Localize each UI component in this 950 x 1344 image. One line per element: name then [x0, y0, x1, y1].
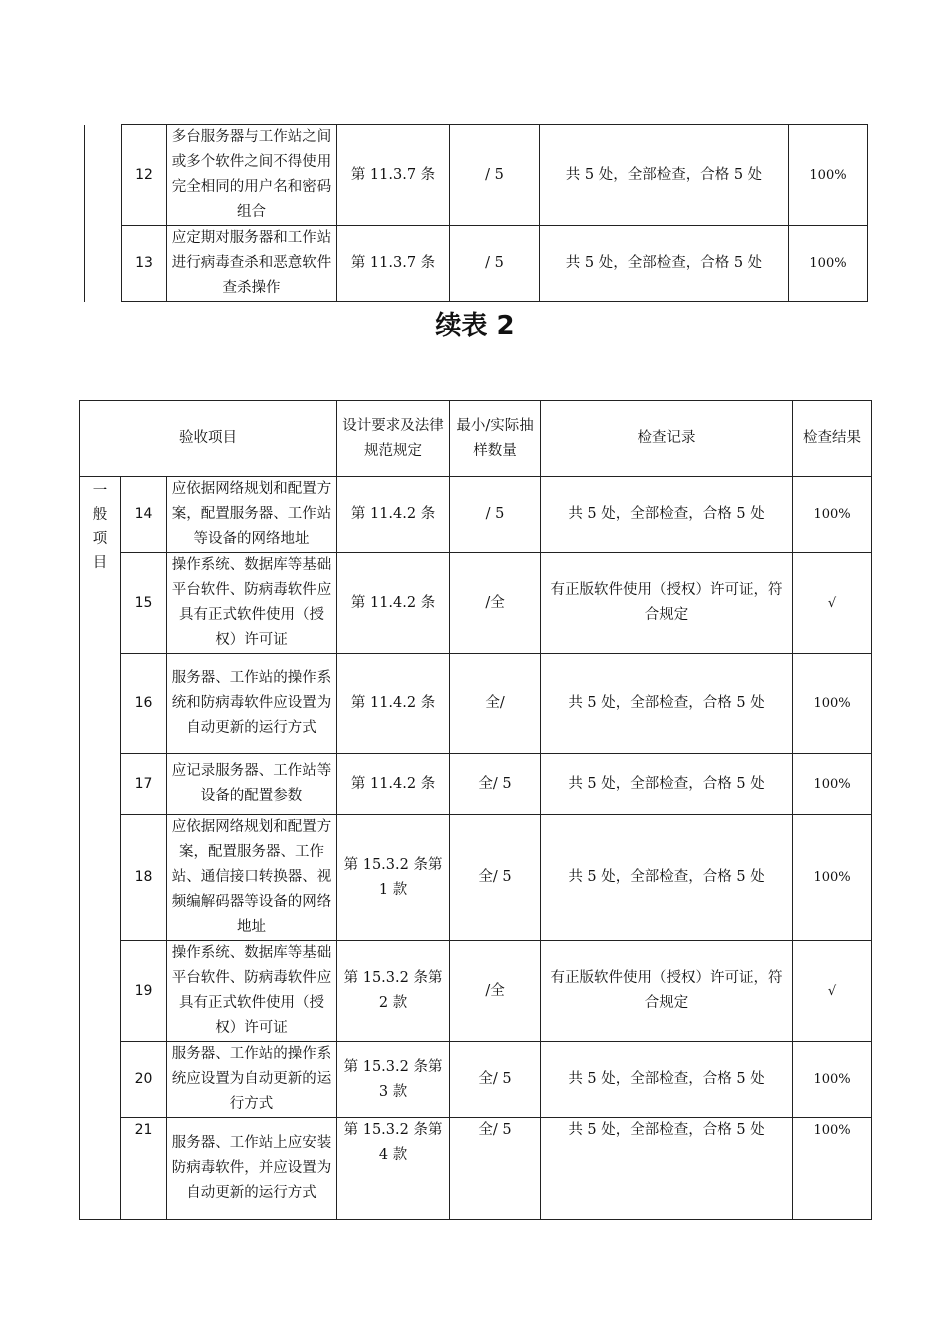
result-cell: 100% — [793, 477, 872, 553]
clause-cell: 第 11.4.2 条 — [337, 654, 450, 754]
category-cell — [80, 477, 121, 1220]
sample-cell: / 5 — [450, 226, 540, 302]
sample-cell: /全 — [450, 941, 541, 1042]
header-record: 检查记录 — [541, 401, 793, 477]
category-cell-continued — [85, 125, 122, 302]
result-cell: 100% — [793, 1042, 872, 1118]
category-char: 一 — [92, 483, 108, 499]
record-cell: 共 5 处，全部检查，合格 5 处 — [541, 754, 793, 815]
result-cell: 100% — [793, 815, 872, 941]
continued-table-top — [84, 124, 868, 302]
result-cell: √ — [793, 553, 872, 654]
category-char: 项 — [92, 531, 108, 547]
clause-cell: 第 11.4.2 条 — [337, 477, 450, 553]
table-row — [85, 226, 868, 302]
header-row — [80, 401, 872, 477]
row-number: 21 — [121, 1118, 167, 1220]
result-cell: 100% — [789, 226, 868, 302]
result-cell: 100% — [793, 754, 872, 815]
inspection-table — [79, 400, 872, 1220]
clause-cell: 第 11.3.7 条 — [337, 125, 450, 226]
acceptance-item: 应定期对服务器和工作站进行病毒查杀和恶意软件查杀操作 — [167, 226, 337, 302]
row-number: 18 — [121, 815, 167, 941]
clause-cell: 第 11.3.7 条 — [337, 226, 450, 302]
sample-cell: /全 — [450, 553, 541, 654]
clause-cell: 第 15.3.2 条第 1 款 — [337, 815, 450, 941]
sample-cell: / 5 — [450, 477, 541, 553]
header-item: 验收项目 — [80, 401, 337, 477]
record-cell: 共 5 处，全部检查，合格 5 处 — [541, 477, 793, 553]
header-result: 检查结果 — [793, 401, 872, 477]
sample-cell: / 5 — [450, 125, 540, 226]
clause-cell: 第 15.3.2 条第 2 款 — [337, 941, 450, 1042]
sample-cell: 全/ 5 — [450, 815, 541, 941]
category-char: 般 — [92, 507, 108, 523]
sample-cell: 全/ 5 — [450, 1042, 541, 1118]
clause-cell: 第 11.4.2 条 — [337, 553, 450, 654]
category-char: 目 — [92, 555, 108, 571]
record-cell: 有正版软件使用（授权）许可证，符合规定 — [541, 941, 793, 1042]
row-number: 14 — [121, 477, 167, 553]
clause-cell: 第 15.3.2 条第 3 款 — [337, 1042, 450, 1118]
result-cell: 100% — [789, 125, 868, 226]
acceptance-item: 应依据网络规划和配置方案，配置服务器、工作站等设备的网络地址 — [167, 477, 337, 553]
record-cell: 共 5 处，全部检查，合格 5 处 — [541, 1042, 793, 1118]
header-sample: 最小/实际抽样数量 — [450, 401, 541, 477]
sample-cell: 全/ — [450, 654, 541, 754]
table-row — [80, 477, 872, 553]
acceptance-item: 应依据网络规划和配置方案，配置服务器、工作站、通信接口转换器、视频编解码器等设备的网络地址 — [167, 815, 337, 941]
table-row — [80, 941, 872, 1042]
row-number: 19 — [121, 941, 167, 1042]
record-cell: 共 5 处，全部检查，合格 5 处 — [541, 815, 793, 941]
acceptance-item: 操作系统、数据库等基础平台软件、防病毒软件应具有正式软件使用（授权）许可证 — [167, 553, 337, 654]
result-cell: 100% — [793, 1118, 872, 1220]
clause-cell: 第 11.4.2 条 — [337, 754, 450, 815]
clause-cell: 第 15.3.2 条第 4 款 — [337, 1118, 450, 1220]
acceptance-item: 服务器、工作站上应安装防病毒软件，并应设置为自动更新的运行方式 — [167, 1118, 337, 1220]
table-row — [80, 815, 872, 941]
table-row — [85, 125, 868, 226]
row-number: 17 — [121, 754, 167, 815]
table-row — [80, 1042, 872, 1118]
header-clause: 设计要求及法律规范规定 — [337, 401, 450, 477]
record-cell: 共 5 处，全部检查，合格 5 处 — [540, 226, 789, 302]
row-number: 13 — [122, 226, 167, 302]
result-cell: 100% — [793, 654, 872, 754]
sample-cell: 全/ 5 — [450, 1118, 541, 1220]
sample-cell: 全/ 5 — [450, 754, 541, 815]
table-row — [80, 654, 872, 754]
acceptance-item: 操作系统、数据库等基础平台软件、防病毒软件应具有正式软件使用（授权）许可证 — [167, 941, 337, 1042]
row-number: 15 — [121, 553, 167, 654]
page-title: 续表 2 — [435, 311, 515, 341]
table-row — [80, 1118, 872, 1220]
row-number: 16 — [121, 654, 167, 754]
result-cell: √ — [793, 941, 872, 1042]
acceptance-item: 应记录服务器、工作站等设备的配置参数 — [167, 754, 337, 815]
record-cell: 有正版软件使用（授权）许可证，符合规定 — [541, 553, 793, 654]
table-row — [80, 553, 872, 654]
acceptance-item: 服务器、工作站的操作系统应设置为自动更新的运行方式 — [167, 1042, 337, 1118]
table-row — [80, 754, 872, 815]
record-cell: 共 5 处，全部检查，合格 5 处 — [540, 125, 789, 226]
row-number: 12 — [122, 125, 167, 226]
acceptance-item: 服务器、工作站的操作系统和防病毒软件应设置为自动更新的运行方式 — [167, 654, 337, 754]
row-number: 20 — [121, 1042, 167, 1118]
record-cell: 共 5 处，全部检查，合格 5 处 — [541, 654, 793, 754]
acceptance-item: 多台服务器与工作站之间或多个软件之间不得使用完全相同的用户名和密码组合 — [167, 125, 337, 226]
record-cell: 共 5 处，全部检查，合格 5 处 — [541, 1118, 793, 1220]
